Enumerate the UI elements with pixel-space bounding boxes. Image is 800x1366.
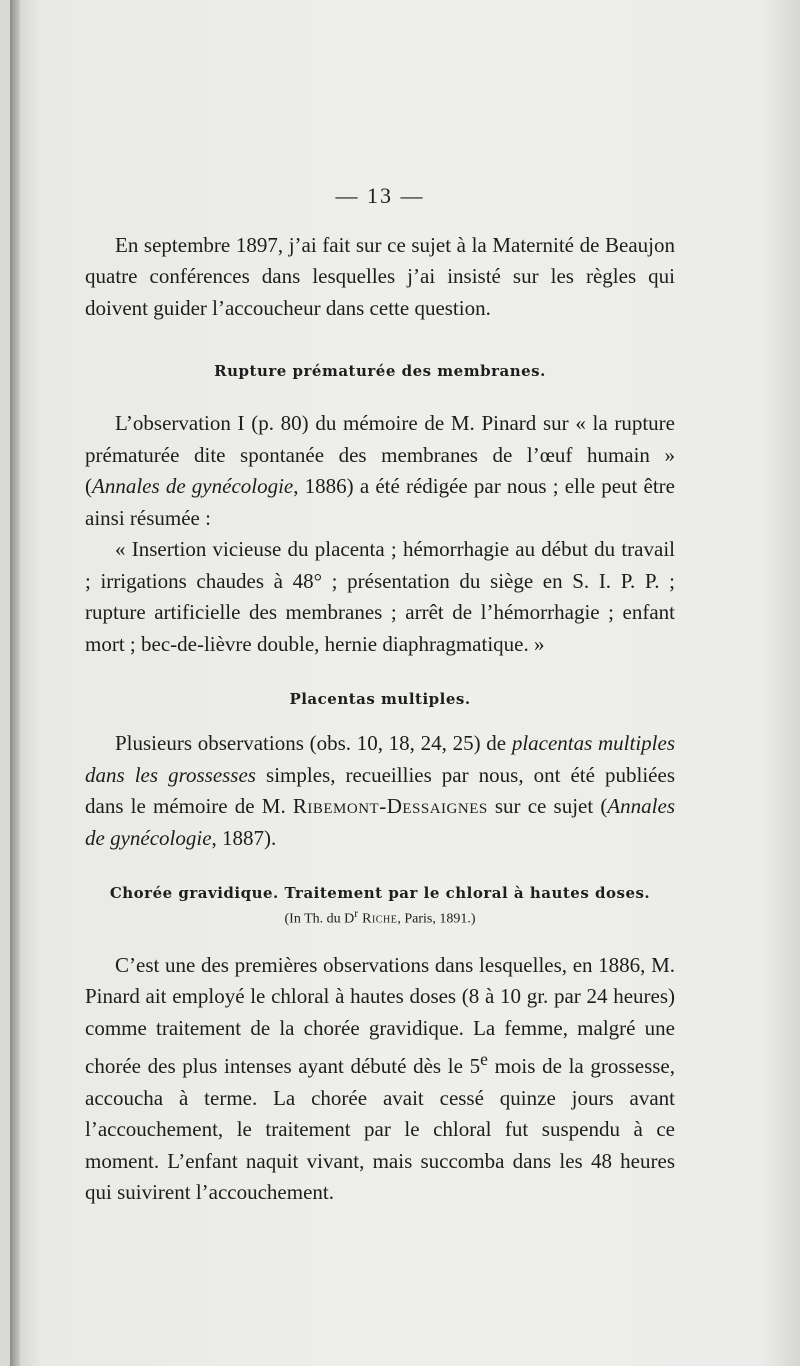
- page-spine-shadow: [10, 0, 20, 1366]
- book-page: [10, 0, 800, 1366]
- section-subtitle-source: (In Th. du $D^r$ Riche, Paris, 1891.): [284, 907, 476, 927]
- section-title-choree: Chorée gravidique. Traitement par le chloral à hautes doses.: [109, 884, 651, 902]
- paragraph-observation-1: L’observation I (p. 80) du mémoire de M. Pinard sur « la rupture prématurée dite spontanée des membranes de l’œuf humain » (Annales de gynécologie, 1886) a été rédigée par nous ; elle peut être ainsi résumée :: [85, 411, 675, 530]
- section-title-rupture: Rupture prématurée des membranes.: [214, 362, 546, 380]
- paragraph-resume-quote: « Insertion vicieuse du placenta ; hémorrhagie au début du travail ; irrigations chaudes à 48° ; présentation du siège en S. I. P. P. ; rupture artificielle des membranes ; arrêt de l’hémorrhagie ; enfant mort ; bec-de-lièvre double, hernie diaphragmatique. »: [85, 537, 675, 656]
- paragraph-choree: C’est une des premières observations dans lesquelles, en 1886, M. Pinard ait employé le chloral à hautes doses (8 à 10 gr. par 24 heures) comme traitement de la chorée gravidique. La femme, malgré une chorée des plus intenses ayant débuté dès le 5e mois de la grossesse, accoucha à terme. La chorée avait cessé quinze jours avant l’accouchement, le traitement par le chloral fut suspendu à ce moment. L’enfant naquit vivant, mais succomba dans les 48 heures qui suivirent l’accouchement.: [85, 952, 675, 1205]
- page-number: — 13 —: [335, 183, 425, 208]
- author-ribemont: Ribemont-Dessaignes: [292, 794, 488, 818]
- paragraph-placentas: Plusieurs observations (obs. 10, 18, 24, 25) de placentas multiples dans les grossesses simples, recueillies par nous, ont été publiées dans le mémoire de M. Ribemont-Dessaignes sur ce sujet (Annales de gynécologie, 1887).: [85, 731, 676, 850]
- paragraph-maternite: En septembre 1897, j’ai fait sur ce sujet à la Maternité de Beaujon quatre conférences dans lesquelles j’ai insisté sur les règles qui doivent guider l’accoucheur dans cette question.: [85, 232, 675, 320]
- text-block: [85, 180, 675, 1209]
- section-title-placentas: Placentas multiples.: [289, 690, 471, 708]
